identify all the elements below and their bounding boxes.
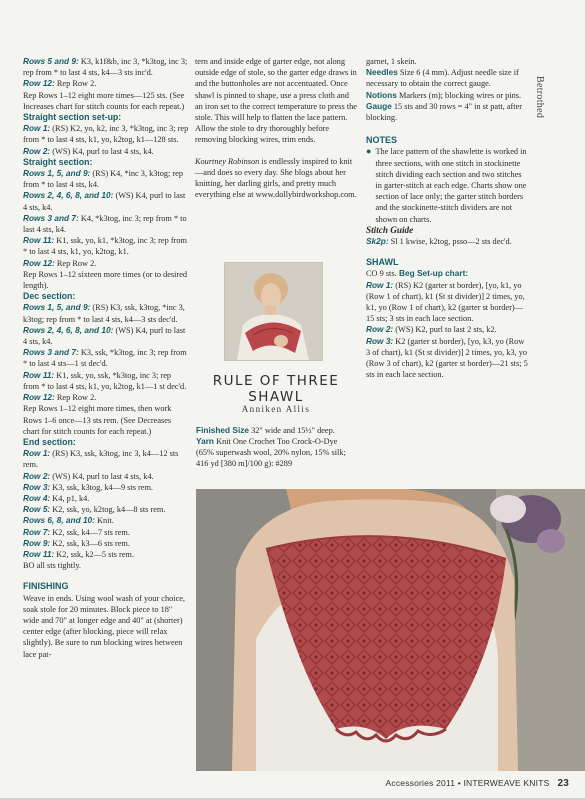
pattern-designer: Anniken Allis	[241, 404, 311, 414]
instruction-line: Rows 5 and 9: K3, k1f&b, inc 3, *k3tog, inc 3; rep from * to last 4 sts, k4—3 sts inc'd.	[23, 56, 188, 78]
instruction-line: Rep Rows 1–12 eight more times—125 sts. (See Increases chart for stitch counts for each repeat.)	[23, 90, 185, 111]
instruction-line: Rows 3 and 7: K4, *k3tog, inc 3; rep from * to last 4 sts, k4.	[23, 212, 187, 235]
notes-heading: NOTES	[366, 135, 398, 146]
instruction-line: Row 9: K2, ssk, k3—6 sts rem.	[23, 537, 130, 548]
model-portrait-illustration	[225, 263, 322, 360]
pattern-specs	[196, 425, 356, 469]
finishing-text: Weave in ends. Using wool wash of your choice, soak stole for 20 minutes. Block piece to 18" wide and 70" at longer edge and 40" at (shorter) center edge (after blocking, piece will relax slightly). Be sure to run blocking wires between lace pat-	[23, 593, 186, 659]
instruction-line: Rows 1, 5, and 9: (RS) K3, ssk, k3tog, *inc 3, k3tog; rep from * to last 4 sts, k4—3 sts dec'd.	[23, 302, 185, 324]
sk2p-definition: Sk2p: Sl 1 kwise, k2tog, psso—2 sts dec'd.	[366, 236, 512, 247]
section-heading: Dec section:	[23, 291, 76, 302]
instruction-line: Rows 2, 4, 6, 8, and 10: (WS) K4, purl to last 4 sts, k4.	[23, 190, 186, 212]
model-portrait-image	[224, 262, 323, 361]
instruction-line: Row 12: Rep Row 2.	[23, 78, 97, 89]
instruction-line: Row 1: (RS) K2, yo, k2, inc 3, *k3tog, inc 3; rep from * to last 4 sts, k1, yo, k2tog, k1—128 sts.	[23, 123, 189, 145]
column-middle	[195, 56, 357, 200]
instruction-line: Rows 1, 5, and 9: (RS) K4, *inc 3, k3tog; rep from * to last 4 sts, k4.	[23, 168, 183, 190]
instruction-line: Row 5: K2, ssk, yo, k2tog, k4—8 sts rem.	[23, 504, 166, 515]
column-right	[366, 56, 528, 380]
note-item: ● The lace pattern of the shawlette is worked in three sections, with one stitch in stockinette stitch dividing each section and two stitches in garter-stitch at each edge. Charts show one section of lace only; the garter stitch borders and the stockinette-stitch dividers are not shown on charts.	[366, 146, 527, 224]
gauge-info: Gauge 15 sts and 30 rows = 4" in st patt, after blocking.	[366, 100, 523, 123]
column-left	[23, 56, 189, 660]
designer-bio: Kourtney Robinson is endlessly inspired to knit—and does so every day. She blogs about her knitting, her darling girls, and pretty much everything else at www.dollybirdworkshop.com.	[195, 156, 357, 200]
sidebar-tab	[533, 76, 547, 126]
pattern-title: RULE OF THREE SHAWL	[212, 373, 340, 405]
section-heading: Straight section:	[23, 156, 93, 167]
instruction-line: Rows 2, 4, 6, 8, and 10: (WS) K4, purl to last 4 sts, k4.	[23, 324, 186, 347]
instruction-line: Row 1: (RS) K3, ssk, k3tog, inc 3, k4—12 sts rem.	[23, 448, 179, 470]
instruction-line: Row 2: (WS) K2, purl to last 2 sts, k2.	[366, 324, 497, 335]
bullet-icon: ●	[366, 146, 372, 157]
finished-size: Finished Size 32" wide and 15½" deep.	[196, 425, 335, 435]
instruction-line: Row 3: K3, ssk, k3tog, k4—9 sts rem.	[23, 481, 153, 492]
instruction-line: Row 7: K2, ssk, k4—7 sts rem.	[23, 526, 130, 537]
cast-on-line: CO 9 sts. Beg Set-up chart:	[366, 268, 469, 279]
instruction-line: Row 12: Rep Row 2.	[23, 392, 97, 403]
instruction-line: Rep Rows 1–12 eight more times, then work Rows 1–6 once—13 sts rem. (See Decreases chart for stitch counts for each repeat.)	[23, 404, 172, 436]
section-heading: End section:	[23, 436, 76, 447]
instruction-line: Row 11: K1, ssk, yo, ssk, *k3tog, inc 3; rep from * to last 4 sts, k1, yo, k2tog, k1—1 st dec'd.	[23, 369, 187, 391]
section-heading: Straight section set-up:	[23, 112, 122, 123]
needles-info: Needles Size 6 (4 mm). Adjust needle size if necessary to obtain the correct gauge.	[366, 67, 519, 89]
instruction-line: Rows 6, 8, and 10: Knit.	[23, 515, 114, 526]
yarn-continued: garnet, 1 skein.	[366, 57, 417, 66]
instruction-line: BO all sts tightly.	[23, 561, 82, 571]
sidebar-tab-label: Betrothed	[534, 76, 545, 119]
instruction-line: Row 11: K1, ssk, yo, k1, *k3tog, inc 3; rep from * to last 4 sts, k1, yo, k2tog, k1.	[23, 235, 187, 257]
instruction-line: Row 1: (RS) K2 (garter st border), [yo, k1, yo (Row 1 of chart), k1 (St st divider)] 2 times, yo, k1, yo (Row 1 of chart), k2 (garter st border)—15 sts; 3 sts in each lace section.	[366, 279, 525, 324]
issue-label: Accessories 2011 • INTERWEAVE KNITS	[385, 778, 550, 788]
notions-info: Notions Markers (m); blocking wires or pins.	[366, 89, 522, 100]
shawl-back-photo	[196, 489, 585, 771]
instruction-line: Row 2: (WS) K4, purl to last 4 sts, k4.	[23, 145, 154, 156]
finishing-heading: FINISHING	[23, 581, 69, 592]
finishing-continued: tern and inside edge of garter edge, not along outside edge of stole, so the garter edge draws in and the buttonholes are not accentuated. Once shawl is pinned to shape, use a press cloth and an iron set to the correct temperature to press the stole. This will help to flatten the lace pattern. Allow the stole to dry thoroughly before removing blocking wires, trim ends.	[195, 57, 357, 145]
instruction-line: Rows 3 and 7: K3, ssk, *k3tog, inc 3; rep from * to last 4 sts—1 st dec'd.	[23, 347, 187, 369]
instruction-line: Row 12: Rep Row 2.	[23, 257, 97, 268]
page-number: 23	[557, 778, 569, 789]
instruction-line: Rep Rows 1–12 sixteen more times (or to desired length).	[23, 269, 188, 291]
instruction-line: Row 4: K4, p1, k4.	[23, 492, 90, 503]
stitch-guide-heading: Stitch Guide	[366, 224, 414, 235]
instruction-line: Row 3: K2 (garter st border), [yo, k3, yo (Row 3 of chart), k1 (St st divider)] 2 times, yo, k3, yo (Row 3 of chart), k2 (garter st border)—21 sts; 5 sts in each lace section.	[366, 335, 528, 380]
instruction-line: Row 2: (WS) K4, purl to last 4 sts, k4.	[23, 470, 154, 481]
yarn-info: Yarn Knit One Crochet Too Crock-O-Dye (65% superwash wool, 20% nylon, 15% silk; 416 yd [380 m]/100 g): #289	[196, 436, 346, 468]
shawl-back-illustration	[196, 489, 585, 771]
page-footer	[386, 778, 570, 789]
shawl-heading: SHAWL	[366, 257, 399, 268]
instruction-line: Row 11: K2, ssk, k2—5 sts rem.	[23, 548, 134, 559]
